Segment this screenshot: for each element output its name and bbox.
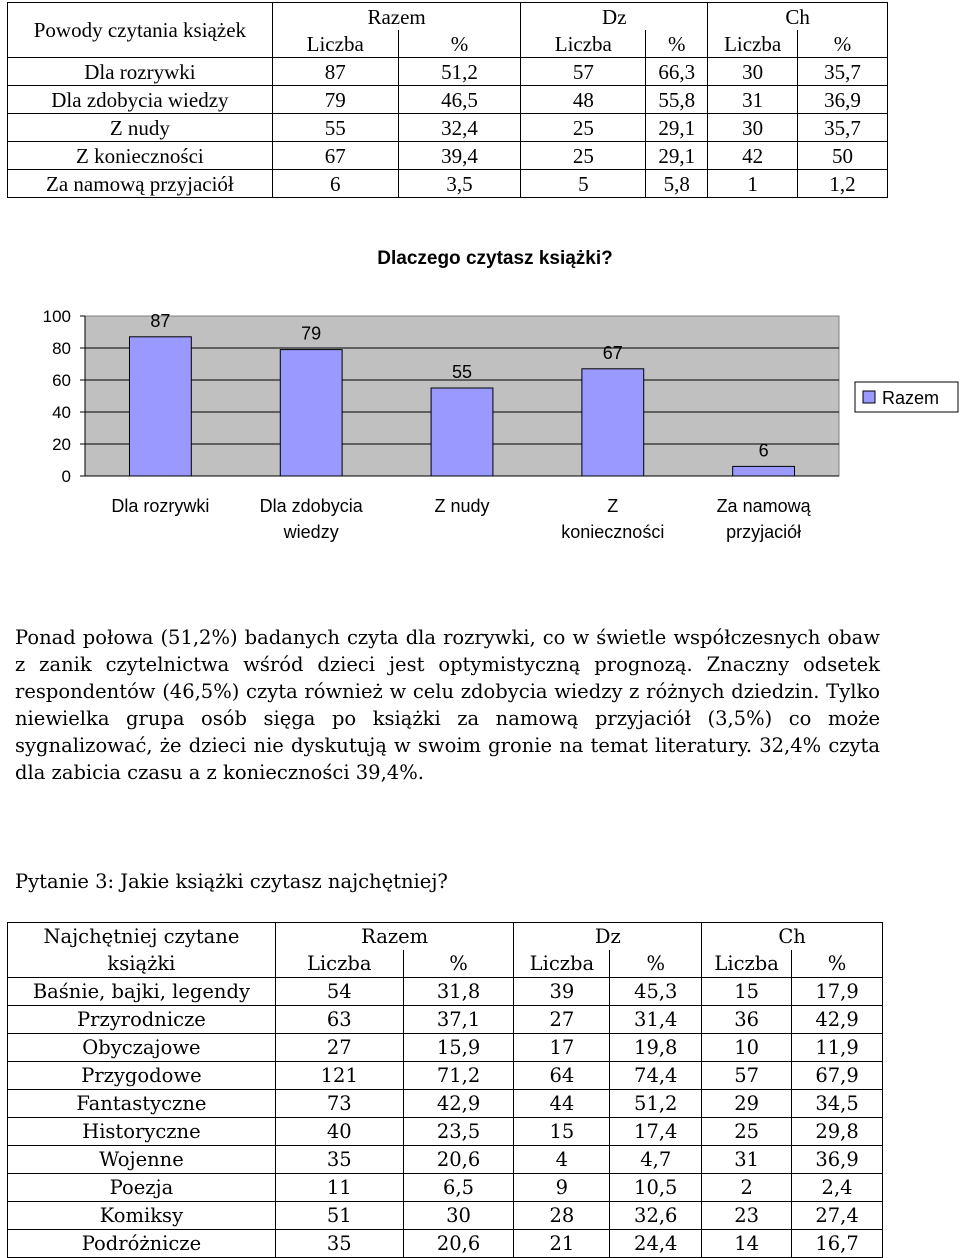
- cell: 39,4: [398, 142, 521, 170]
- cell: 20,6: [403, 1146, 514, 1174]
- subheader: %: [646, 30, 708, 58]
- summary-paragraph: Ponad połowa (51,2%) badanych czyta dla rozrywki, co w świetle współczesnych obaw z zanik czytelnictwa wśród dzieci jest optymistyczną prognozą. Znaczny odsetek respondentów (46,5%) czyta również w celu zdobycia wiedzy z różnych dziedzin. Tylko niewielka grupa osób sięga po książki za namową przyjaciół (3,5%) co może sygnalizować, że dzieci nie dyskutują w swoim gronie na temat literatury. 32,4% czyta dla zabicia czasu a z konieczności 39,4%.: [15, 626, 880, 784]
- cell: 51: [275, 1202, 403, 1230]
- table-row: [8, 1146, 883, 1174]
- cell: 48: [521, 86, 646, 114]
- cell: 73: [275, 1090, 403, 1118]
- bar: [582, 369, 644, 476]
- table-row: [8, 170, 888, 198]
- cell: 39: [514, 978, 610, 1006]
- bar: [280, 350, 342, 476]
- cell: 31,4: [610, 1006, 702, 1034]
- cell: 36,9: [792, 1146, 883, 1174]
- cell: 46,5: [398, 86, 521, 114]
- cell: 17: [514, 1034, 610, 1062]
- cell: 6,5: [403, 1174, 514, 1202]
- cell: 25: [521, 114, 646, 142]
- legend: [855, 382, 958, 412]
- cell: 10: [702, 1034, 792, 1062]
- subheader: Liczba: [514, 950, 610, 978]
- bar-value-label: 87: [150, 310, 171, 331]
- subheader: Liczba: [272, 30, 398, 58]
- cell: 15: [514, 1118, 610, 1146]
- row-label: Dla zdobycia wiedzy: [8, 86, 273, 114]
- cell: 31: [708, 86, 798, 114]
- x-tick-label: Za namową przyjaciół: [716, 496, 811, 542]
- bar-value-label: 55: [451, 362, 473, 382]
- row-label: Z konieczności: [8, 142, 273, 170]
- row-label: Obyczajowe: [8, 1034, 276, 1062]
- cell: 74,4: [610, 1062, 702, 1090]
- cell: 2: [702, 1174, 792, 1202]
- cell: 67: [272, 142, 398, 170]
- cell: 66,3: [646, 58, 708, 86]
- cell: 51,2: [610, 1090, 702, 1118]
- subheader: Liczba: [275, 950, 403, 978]
- row-label: Wojenne: [8, 1146, 276, 1174]
- cell: 32,4: [398, 114, 521, 142]
- subheader: %: [403, 950, 514, 978]
- cell: 35,7: [798, 114, 888, 142]
- bar-value-label: 79: [301, 323, 322, 344]
- cell: 17,9: [792, 978, 883, 1006]
- cell: 25: [702, 1118, 792, 1146]
- table-header-label: Powody czytania książek: [8, 3, 273, 58]
- group-header: Razem: [272, 3, 521, 31]
- cell: 42,9: [403, 1090, 514, 1118]
- cell: 57: [702, 1062, 792, 1090]
- row-label: Fantastyczne: [8, 1090, 276, 1118]
- cell: 24,4: [610, 1230, 702, 1258]
- cell: 5,8: [646, 170, 708, 198]
- row-label: Baśnie, bajki, legendy: [8, 978, 276, 1006]
- cell: 45,3: [610, 978, 702, 1006]
- x-tick-label: Z konieczności: [561, 496, 665, 542]
- table-row: [8, 1090, 883, 1118]
- cell: 30: [708, 114, 798, 142]
- row-label: Dla rozrywki: [8, 58, 273, 86]
- cell: 30: [708, 58, 798, 86]
- cell: 35,7: [798, 58, 888, 86]
- cell: 10,5: [610, 1174, 702, 1202]
- cell: 36,9: [798, 86, 888, 114]
- cell: 29,1: [646, 114, 708, 142]
- cell: 37,1: [403, 1006, 514, 1034]
- cell: 121: [275, 1062, 403, 1090]
- cell: 2,4: [792, 1174, 883, 1202]
- table-row: [8, 86, 888, 114]
- cell: 64: [514, 1062, 610, 1090]
- cell: 55: [272, 114, 398, 142]
- row-label: Komiksy: [8, 1202, 276, 1230]
- cell: 11,9: [792, 1034, 883, 1062]
- bar: [733, 466, 795, 476]
- cell: 15,9: [403, 1034, 514, 1062]
- x-tick-label: Dla rozrywki: [111, 496, 210, 516]
- cell: 57: [521, 58, 646, 86]
- table-row: [8, 114, 888, 142]
- cell: 36: [702, 1006, 792, 1034]
- cell: 51,2: [398, 58, 521, 86]
- table-header-label: Najchętniej czytane książki: [8, 923, 276, 978]
- cell: 63: [275, 1006, 403, 1034]
- cell: 28: [514, 1202, 610, 1230]
- group-header: Dz: [521, 3, 708, 31]
- subheader: Liczba: [708, 30, 798, 58]
- cell: 15: [702, 978, 792, 1006]
- cell: 42,9: [792, 1006, 883, 1034]
- cell: 9: [514, 1174, 610, 1202]
- cell: 42: [708, 142, 798, 170]
- books-table: [7, 922, 883, 1258]
- cell: 54: [275, 978, 403, 1006]
- cell: 4,7: [610, 1146, 702, 1174]
- subheader: Liczba: [521, 30, 646, 58]
- cell: 30: [403, 1202, 514, 1230]
- y-tick-label: 80: [52, 339, 71, 358]
- row-label: Podróżnicze: [8, 1230, 276, 1258]
- cell: 71,2: [403, 1062, 514, 1090]
- cell: 20,6: [403, 1230, 514, 1258]
- cell: 11: [275, 1174, 403, 1202]
- x-tick-label: Dla zdobycia wiedzy: [259, 496, 363, 542]
- cell: 29,8: [792, 1118, 883, 1146]
- row-label: Z nudy: [8, 114, 273, 142]
- group-header: Dz: [514, 923, 702, 951]
- row-label: Przygodowe: [8, 1062, 276, 1090]
- cell: 35: [275, 1230, 403, 1258]
- cell: 55,8: [646, 86, 708, 114]
- cell: 1,2: [798, 170, 888, 198]
- subheader: %: [792, 950, 883, 978]
- cell: 3,5: [398, 170, 521, 198]
- cell: 1: [708, 170, 798, 198]
- group-header: Ch: [708, 3, 888, 31]
- cell: 50: [798, 142, 888, 170]
- table-row: [8, 1202, 883, 1230]
- y-tick-label: 40: [52, 403, 71, 422]
- table-row: [8, 1006, 883, 1034]
- cell: 5: [521, 170, 646, 198]
- cell: 23,5: [403, 1118, 514, 1146]
- cell: 35: [275, 1146, 403, 1174]
- cell: 29: [702, 1090, 792, 1118]
- cell: 6: [272, 170, 398, 198]
- table-row: [8, 978, 883, 1006]
- cell: 14: [702, 1230, 792, 1258]
- y-tick-label: 100: [42, 307, 71, 326]
- group-header: Ch: [702, 923, 883, 951]
- y-tick-label: 60: [52, 371, 71, 390]
- chart-title: Dlaczego czytasz książki?: [377, 248, 613, 269]
- table-row: [8, 142, 888, 170]
- cell: 25: [521, 142, 646, 170]
- cell: 17,4: [610, 1118, 702, 1146]
- cell: 23: [702, 1202, 792, 1230]
- y-tick-label: 0: [61, 467, 71, 486]
- cell: 79: [272, 86, 398, 114]
- y-tick-label: 20: [52, 435, 71, 454]
- cell: 21: [514, 1230, 610, 1258]
- cell: 31,8: [403, 978, 514, 1006]
- x-axis-labels: [111, 496, 811, 542]
- cell: 27: [275, 1034, 403, 1062]
- bar-value-label: 6: [758, 440, 769, 461]
- legend-label: Razem: [882, 388, 940, 408]
- reasons-bar-chart: [0, 240, 960, 570]
- x-tick-label: Z nudy: [434, 496, 490, 516]
- cell: 34,5: [792, 1090, 883, 1118]
- cell: 31: [702, 1146, 792, 1174]
- table-row: [8, 1118, 883, 1146]
- cell: 44: [514, 1090, 610, 1118]
- table-row: [8, 1062, 883, 1090]
- group-header: Razem: [275, 923, 514, 951]
- table-row: [8, 58, 888, 86]
- bar: [129, 337, 191, 476]
- cell: 40: [275, 1118, 403, 1146]
- cell: 27: [514, 1006, 610, 1034]
- legend-swatch: [863, 391, 875, 403]
- bar: [431, 388, 493, 476]
- question-3-heading: Pytanie 3: Jakie książki czytasz najchętniej?: [15, 870, 448, 893]
- subheader: Liczba: [702, 950, 792, 978]
- cell: 27,4: [792, 1202, 883, 1230]
- row-label: Przyrodnicze: [8, 1006, 276, 1034]
- cell: 87: [272, 58, 398, 86]
- subheader: %: [798, 30, 888, 58]
- reasons-table: [7, 2, 888, 198]
- row-label: Historyczne: [8, 1118, 276, 1146]
- bar-value-label: 67: [602, 342, 623, 363]
- cell: 4: [514, 1146, 610, 1174]
- subheader: %: [398, 30, 521, 58]
- table-row: [8, 1174, 883, 1202]
- cell: 32,6: [610, 1202, 702, 1230]
- cell: 19,8: [610, 1034, 702, 1062]
- cell: 29,1: [646, 142, 708, 170]
- cell: 67,9: [792, 1062, 883, 1090]
- table-row: [8, 1230, 883, 1258]
- cell: 16,7: [792, 1230, 883, 1258]
- table-row: [8, 1034, 883, 1062]
- row-label: Poezja: [8, 1174, 276, 1202]
- subheader: %: [610, 950, 702, 978]
- row-label: Za namową przyjaciół: [8, 170, 273, 198]
